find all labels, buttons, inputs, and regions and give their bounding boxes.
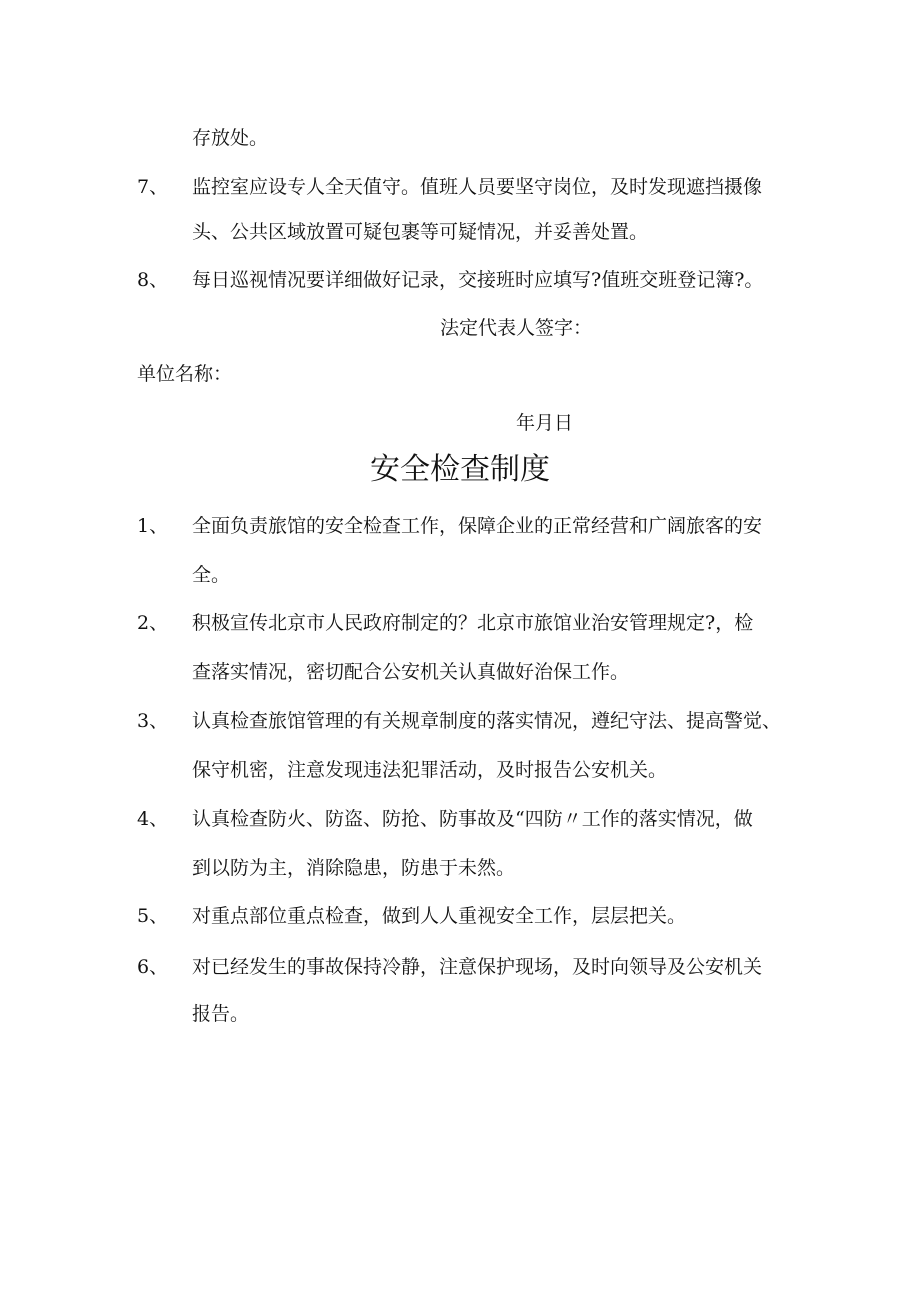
item-7-line-1: 监控室应设专人全天值守。值班人员要坚守岗位，及时发现遮挡摄像: [192, 176, 763, 198]
rule-4-line-1: 认真检查防火、防盗、防抢、防事故及“四防〃工作的落实情况，做: [192, 808, 753, 830]
item-number-7: 7、: [137, 176, 169, 198]
rule-2-line-1: 积极宣传北京市人民政府制定的？北京市旅馆业治安管理规定?，检: [192, 612, 754, 634]
section-title: 安全检查制度: [370, 452, 550, 487]
legal-representative-signature-label: 法定代表人签字：: [440, 317, 593, 339]
continuation-line: 存放处。: [192, 127, 269, 149]
rule-number-3: 3、: [137, 710, 169, 732]
rule-6-line-1: 对已经发生的事故保持冷静，注意保护现场，及时向领导及公安机关: [192, 956, 763, 978]
rule-2-line-2: 查落实情况，密切配合公安机关认真做好治保工作。: [192, 661, 630, 683]
item-7-line-2: 头、公共区域放置可疑包裹等可疑情况，并妥善处置。: [192, 221, 649, 243]
rule-1-line-1: 全面负责旅馆的安全检查工作，保障企业的正常经营和广阔旅客的安: [192, 515, 763, 537]
date-label: 年月日: [516, 412, 574, 434]
rule-5-line-1: 对重点部位重点检查，做到人人重视安全工作，层层把关。: [192, 905, 687, 927]
rule-number-2: 2、: [137, 612, 169, 634]
rule-6-line-2: 报告。: [192, 1003, 250, 1025]
item-number-8: 8、: [137, 269, 169, 291]
rule-number-1: 1、: [137, 515, 169, 537]
rule-1-line-2: 全。: [192, 564, 231, 586]
item-8-line-1: 每日巡视情况要详细做好记录，交接班时应填写?值班交班登记簿?。: [192, 269, 764, 291]
unit-name-label: 单位名称：: [137, 363, 233, 385]
rule-3-line-1: 认真检查旅馆管理的有关规章制度的落实情况，遵纪守法、提高警觉、: [192, 710, 782, 732]
rule-number-4: 4、: [137, 808, 169, 830]
rule-3-line-2: 保守机密，注意发现违法犯罪活动，及时报告公安机关。: [192, 759, 668, 781]
rule-number-5: 5、: [137, 905, 169, 927]
rule-4-line-2: 到以防为主，消除隐患，防患于未然。: [192, 857, 516, 879]
rule-number-6: 6、: [137, 956, 169, 978]
